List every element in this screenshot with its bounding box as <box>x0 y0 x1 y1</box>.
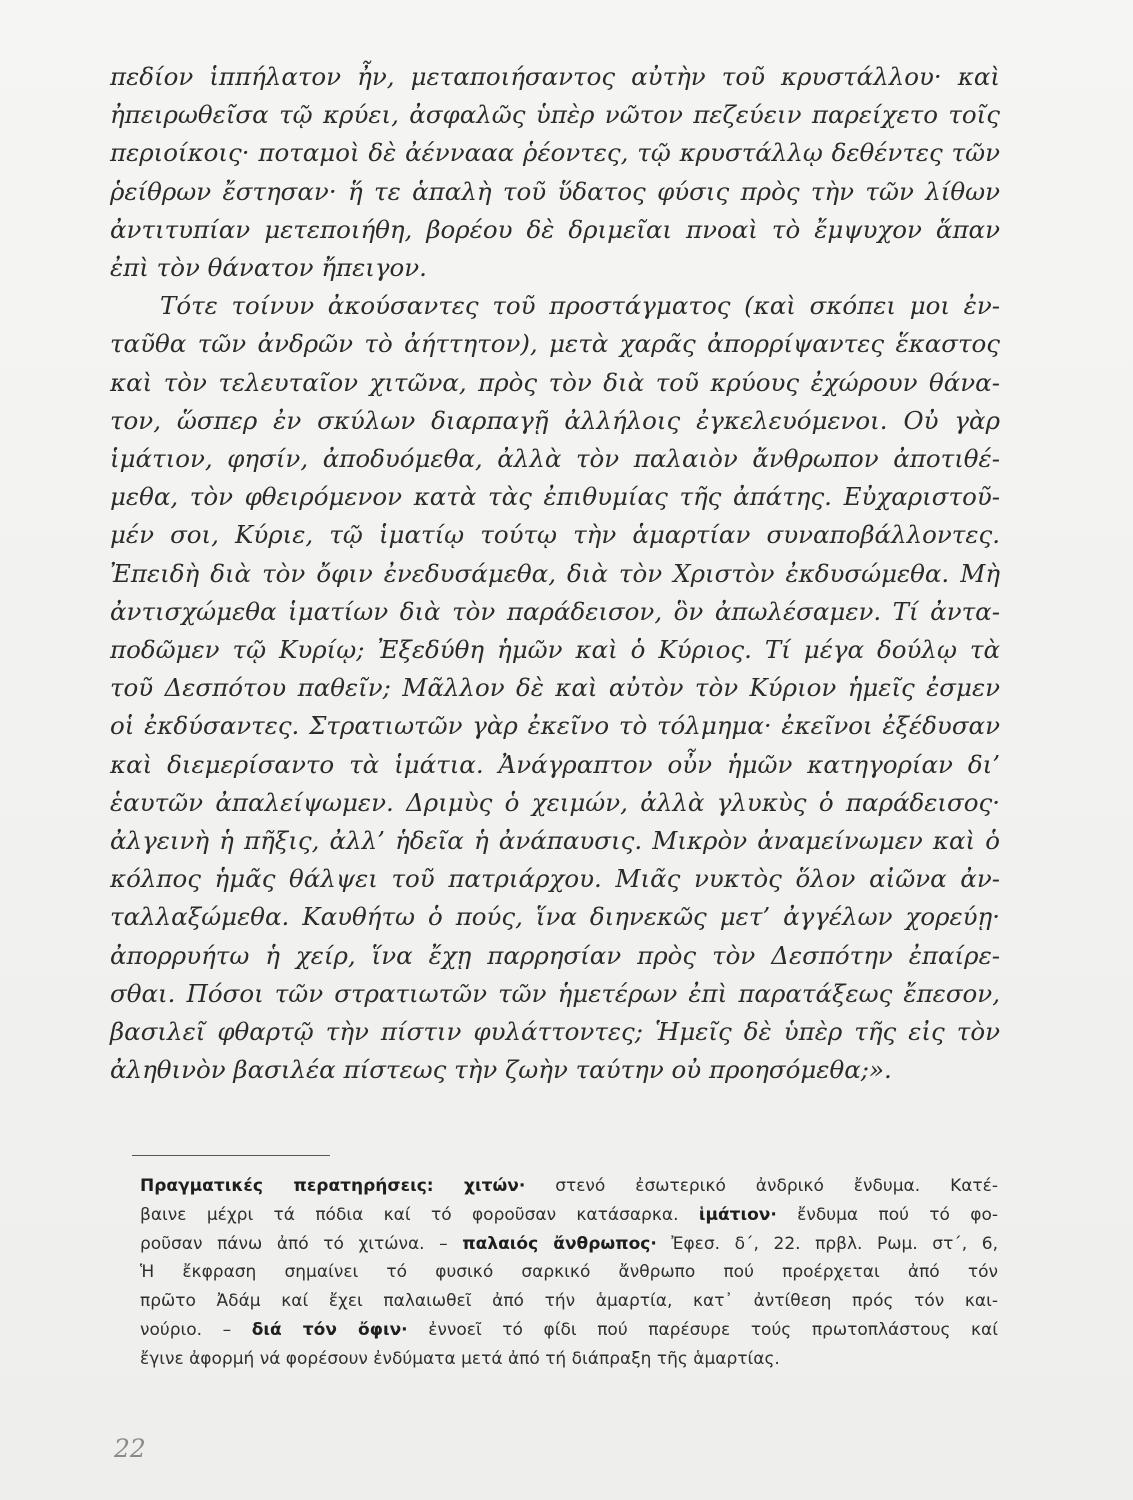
footnote-line <box>140 1172 998 1201</box>
footnote-line <box>140 1230 998 1259</box>
footnote <box>140 1172 998 1374</box>
footnote-separator <box>132 1155 330 1156</box>
footnote-line: Ἡ ἔκφραση σημαίνει τό φυσικό σαρκικό ἄνθρωπο πού προέρχεται ἀπό τόν <box>140 1262 998 1283</box>
text-line: ἀληθινὸν βασιλέα πίστεως τὴν ζωὴν ταύτην οὐ προησόμεθα;». <box>110 1055 892 1085</box>
text-line: καὶ διεμερίσαντο τὰ ἱμάτια. Ἀνάγραπτον οὖν ἡμῶν κατηγορίαν δι’ <box>110 749 1000 779</box>
footnote-line: ἔγινε ἀφορμή νά φορέσουν ἐνδύματα μετά ἀπό τή διάπραξη τῆς ἁμαρτίας. <box>140 1348 780 1369</box>
text-line: βασιλεῖ φθαρτῷ τὴν πίστιν φυλάττοντες; Ἡμεῖς δὲ ὑπὲρ τῆς εἰς τὸν <box>110 1017 1000 1047</box>
text-line: Ἐπειδὴ διὰ τὸν ὄφιν ἐνεδυσάμεθα, διὰ τὸν Χριστὸν ἐκδυσώμεθα. Μὴ <box>110 558 1000 588</box>
text-line: σθαι. Πόσοι τῶν στρατιωτῶν τῶν ἡμετέρων ἐπὶ παρατάξεως ἔπεσον, <box>110 978 1000 1008</box>
text-line: ἱμάτιον, φησίν, ἀποδυόμεθα, ἀλλὰ τὸν παλαιὸν ἄνθρωπον ἀποτιθέ- <box>110 444 1000 474</box>
page-number: 22 <box>114 1434 146 1463</box>
footnote-term: Πραγματικές περατηρήσεις: χιτών· <box>140 1176 526 1196</box>
text-line: μέν σοι, Κύριε, τῷ ἱματίῳ τούτῳ τὴν ἁμαρτίαν συναποβάλλοντες. <box>110 520 1000 550</box>
text-line: ταῦθα τῶν ἀνδρῶν τὸ ἀήττητον), μετὰ χαρᾶς ἀπορρίψαντες ἕκαστος <box>110 329 1000 359</box>
text-line: περιοίκοις· ποταμοὶ δὲ ἀέννααα ῥέοντες, τῷ κρυστάλλῳ δεθέντες τῶν <box>110 138 1000 168</box>
text-line: ῥείθρων ἔστησαν· ἥ τε ἁπαλὴ τοῦ ὕδατος φύσις πρὸς τὴν τῶν λίθων <box>110 176 1000 206</box>
footnote-term: διά τόν ὄφιν· <box>251 1319 408 1340</box>
footnote-text: Ἐφεσ. δ΄, 22. πρβλ. Ρωμ. στ΄, 6, <box>656 1233 998 1254</box>
text-line: κόλπος ἡμᾶς θάλψει τοῦ πατριάρχου. Μιᾶς νυκτὸς ὅλον αἰῶνα ἀν- <box>110 864 1000 894</box>
text-line: οἱ ἐκδύσαντες. Στρατιωτῶν γὰρ ἐκεῖνο τὸ τόλμημα· ἐκεῖνοι ἐξέδυσαν <box>110 711 1000 741</box>
footnote-line <box>140 1316 998 1345</box>
text-line: πεδίον ἱππήλατον ἦν, μεταποιήσαντος αὐτὴν τοῦ κρυστάλλου· καὶ <box>110 62 1000 91</box>
text-line: ἀντισχώμεθα ἱματίων διὰ τὸν παράδεισον, ὃν ἀπωλέσαμεν. Τί ἀντα- <box>110 596 1000 626</box>
text-line: ἠπειρωθεῖσα τῷ κρύει, ἀσφαλῶς ὑπὲρ νῶτον πεζεύειν παρείχετο τοῖς <box>110 100 1000 130</box>
text-line: μεθα, τὸν φθειρόμενον κατὰ τὰς ἐπιθυμίας τῆς ἀπάτης. Εὐχαριστοῦ- <box>110 482 1000 512</box>
text-line: ἑαυτῶν ἀπαλείψωμεν. Δριμὺς ὁ χειμών, ἀλλὰ γλυκὺς ὁ παράδεισος· <box>110 787 1000 817</box>
footnote-term: ἱμάτιον· <box>698 1204 777 1225</box>
text-line: καὶ τὸν τελευταῖον χιτῶνα, πρὸς τὸν διὰ τοῦ κρύους ἐχώρουν θάνα- <box>110 367 1000 397</box>
footnote-text: ροῦσαν πάνω ἀπό τό χιτώνα. – <box>140 1233 463 1254</box>
footnote-text: ἐννοεῖ τό φίδι πού παρέσυρε τούς πρωτοπλάστους καί <box>407 1319 999 1340</box>
footnote-text: ἔνδυμα πού τό φο- <box>776 1204 999 1225</box>
text-line: ἀντιτυπίαν μετεποιήθη, βορέου δὲ δριμεῖαι πνοαὶ τὸ ἔμψυχον ἅπαν <box>110 214 1000 244</box>
text-line: ἀλγεινὴ ἡ πῆξις, ἀλλ’ ἡδεῖα ἡ ἀνάπαυσις. Μικρὸν ἀναμείνωμεν καὶ ὁ <box>110 826 1000 856</box>
text-line: ἀπορρυήτω ἡ χείρ, ἵνα ἔχῃ παρρησίαν πρὸς τὸν Δεσπότην ἐπαίρε- <box>110 940 1000 970</box>
text-line: τοῦ Δεσπότου παθεῖν; Μᾶλλον δὲ καὶ αὐτὸν τὸν Κύριον ἡμεῖς ἐσμεν <box>110 673 1000 703</box>
footnote-text: στενό ἐσωτερικό ἀνδρικό ἔνδυμα. Κατέ- <box>525 1176 998 1196</box>
text-line: ποδῶμεν τῷ Κυρίῳ; Ἐξεδύθη ἡμῶν καὶ ὁ Κύριος. Τί μέγα δούλῳ τὰ <box>110 635 1000 665</box>
text-line: ἐπὶ τὸν θάνατον ἤπειγον. <box>110 253 427 283</box>
footnote-term: παλαιός ἄνθρωπος· <box>462 1233 657 1254</box>
main-text-body <box>110 58 1000 1089</box>
footnote-text: βαινε μέχρι τά πόδια καί τό φοροῦσαν κατάσαρκα. <box>140 1204 699 1225</box>
text-line: ταλλαξώμεθα. Καυθήτω ὁ πούς, ἵνα διηνεκῶς μετ’ ἀγγέλων χορεύῃ· <box>110 902 1000 932</box>
text-line: Τότε τοίνυν ἀκούσαντες τοῦ προστάγματος (καὶ σκόπει μοι ἐν- <box>160 291 1000 321</box>
footnote-line <box>140 1201 998 1230</box>
footnote-text: νούριο. – <box>140 1319 252 1340</box>
footnote-line: πρῶτο Ἀδάμ καί ἔχει παλαιωθεῖ ἀπό τήν ἁμαρτία, κατ᾽ ἀντίθεση πρός τόν και- <box>140 1291 998 1312</box>
text-line: τον, ὥσπερ ἐν σκύλων διαρπαγῇ ἀλλήλοις ἐγκελευόμενοι. Οὐ γὰρ <box>110 405 1000 435</box>
